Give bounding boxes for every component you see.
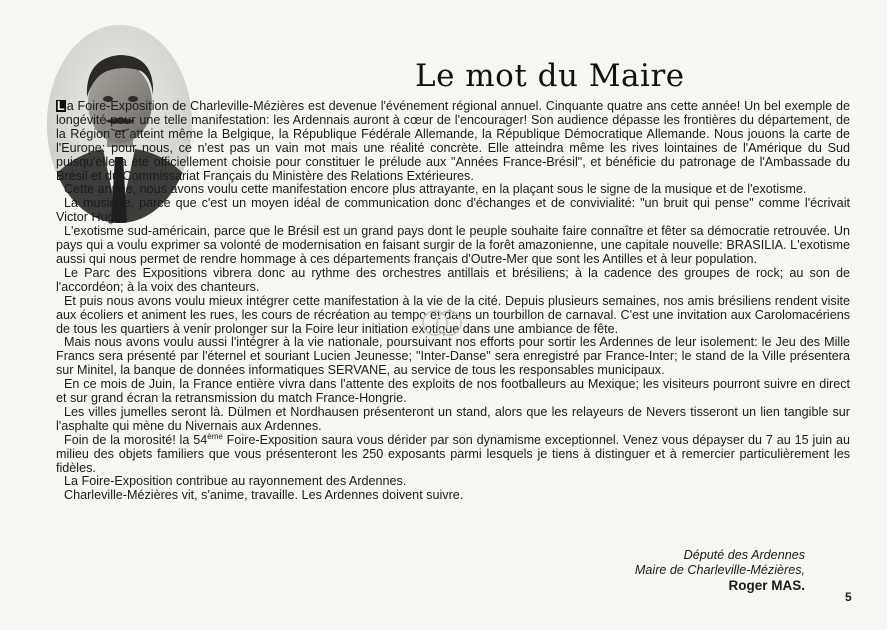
signature-role-deputy: Député des Ardennes	[683, 548, 805, 562]
signature-block	[635, 548, 805, 593]
paragraph: En ce mois de Juin, la France entière vivra dans l'attente des exploits de nos footballeurs au Mexique; les visiteurs pourront suivre en direct et sur grand écran la retransmission du match France-Hongrie.	[56, 377, 850, 406]
morosite-before: Foin de la morosité! la 54	[64, 432, 208, 447]
paragraph: L'exotisme sud-américain, parce que le Brésil est un grand pays dont le peuple souhaite faire connaître et fêter sa démocratie retrouvée. Un pays qui a voulu exprimer sa volonté de modernisation en faisant surgir de la forêt amazonienne, une capitale nouvelle: BRASILIA. L'exotisme aussi qui nous permet de rendre hommage à ces départements français d'Outre-Mer que sont les Antilles et à leur population.	[56, 224, 850, 266]
page-title: Le mot du Maire	[415, 57, 685, 94]
paragraph: Et puis nous avons voulu mieux intégrer cette manifestation à la vie de la cité. Depuis plusieurs semaines, nos amis brésiliens rendent visite aux écoliers et animent les rues, les cours de récréation au tempo et dans un tourbillon de carnaval. C'est une invitation aux Carolomacériens de tous les quartiers à venir prolonger sur la Foire leur initiation exotique dans une ambiance de fête.	[56, 293, 850, 336]
paragraph: Le Parc des Expositions vibrera donc au rythme des orchestres antillais et brésiliens; à la cadence des groupes de rock; au son de l'accordéon; à la voix des chanteurs.	[56, 265, 850, 294]
paragraph: La musique, parce que c'est un moyen idéal de communication donc d'échanges et de convivialité: "un bruit qui pense" comme l'écrivait Victor Hugo.	[56, 196, 850, 225]
morosite-after: Foire-Exposition saura vous dérider par son dynamisme exceptionnel. Venez vous dépayser du 7 au 15 juin au milieu des objets familiers que vous présenteront les 250 exposants parmi lesquels je tiens à distinguer et à remercier particulièrement les fidèles.	[56, 432, 850, 475]
drop-cap: L	[57, 99, 65, 113]
page-number: 5	[845, 590, 852, 604]
ordinal-suffix: ème	[207, 431, 223, 441]
paragraph: Cette année, nous avons voulu cette manifestation encore plus attrayante, en la plaçant sous le signe de la musique et de l'exotisme.	[64, 182, 807, 197]
paragraph: Les villes jumelles seront là. Dülmen et Nordhausen présenteront un stand, alors que les relayeurs de Nevers tisseront un lien tangible sur l'asphalte qui mène du Nivernais aux Ardennes.	[56, 404, 850, 433]
signature-name: Roger MAS.	[728, 578, 805, 593]
paragraph: Mais nous avons voulu aussi l'intégrer à la vie nationale, poursuivant nos efforts pour sortir les Ardennes de leur isolement: le Jeu des Mille Francs sera présenté par l'éternel et souriant Lucien Jeunesse; "Inter-Danse" sera enregistré par France-Inter; le stand de la Ville présentera sur Minitel, la banque de données informatiques SERVANE, au service de tous les responsables municipaux.	[56, 335, 850, 378]
letter-body	[56, 100, 850, 503]
paragraph-morosite	[56, 431, 850, 476]
paragraph: La Foire-Exposition contribue au rayonnement des Ardennes.	[64, 474, 407, 489]
intro-paragraph	[56, 100, 850, 183]
intro-text: a Foire-Exposition de Charleville-Mézières est devenue l'événement régional annuel. Cinquante quatre ans cette année! Un bel exemple de longévité pour une telle manifestation: les Ardennais auront à cœur de l'encourager! Son audience dépasse les frontières du département, de la Région et atteint même la Belgique, la République Fédérale Allemande, la République Démocratique Allemande. Nous jouons la carte de l'Europe: pour nous, ce n'est pas un vain mot mais une réalité concrète. Elle atteindra même les rives lointaines de l'Amérique du Sud puisqu'elle a été officiellement choisie pour constituer le prélude aux "Années France-Brésil", et bénéficie du patronage de l'Ambassade du Brésil et du Commissariat Français du Ministère des Relations Extérieures.	[56, 99, 850, 183]
paragraph: Charleville-Mézières vit, s'anime, travaille. Les Ardennes doivent suivre.	[64, 488, 464, 503]
signature-role-mayor: Maire de Charleville-Mézières,	[634, 563, 805, 577]
